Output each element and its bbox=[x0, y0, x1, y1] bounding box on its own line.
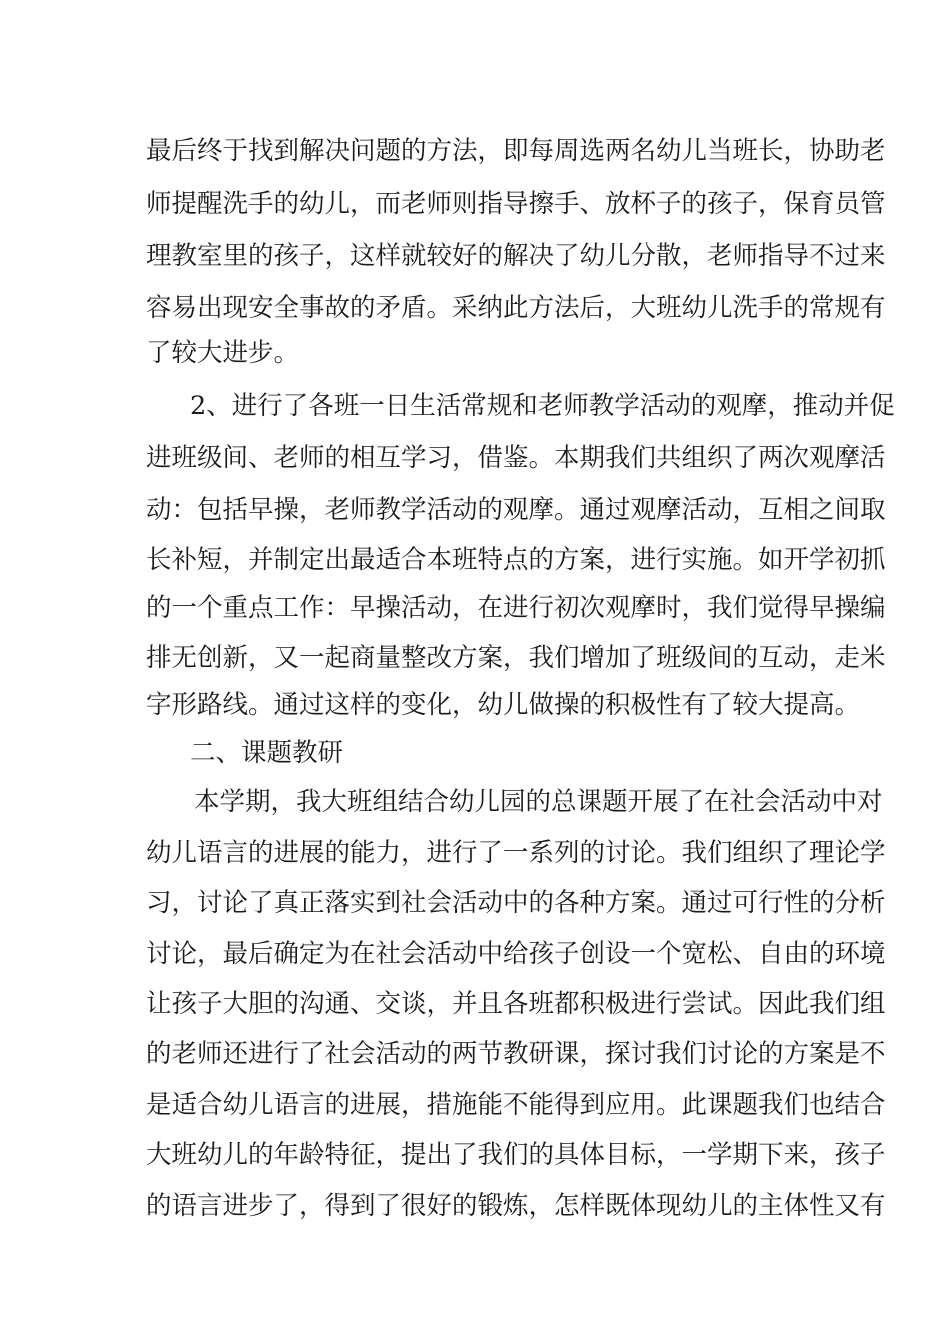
text-line: 动：包括早操，老师教学活动的观摩。通过观摩活动，互相之间取 bbox=[146, 495, 886, 525]
text-line: 的老师还进行了社会活动的两节教研课，探讨我们讨论的方案是不 bbox=[146, 1039, 886, 1069]
text-line: 理教室里的孩子，这样就较好的解决了幼儿分散，老师指导不过来 bbox=[146, 241, 886, 271]
text-line: 进班级间、老师的相互学习，借鉴。本期我们共组织了两次观摩活 bbox=[146, 443, 886, 473]
text-line: 了较大进步。 bbox=[146, 338, 300, 368]
text-line: 容易出现安全事故的矛盾。采纳此方法后，大班幼儿洗手的常规有 bbox=[146, 293, 886, 323]
text-line: 幼儿语言的进展的能力，进行了一系列的讨论。我们组织了理论学 bbox=[146, 838, 886, 868]
text-line: 的语言进步了，得到了很好的锻炼，怎样既体现幼儿的主体性又有 bbox=[146, 1191, 886, 1221]
text-line: 大班幼儿的年龄特征，提出了我们的具体目标，一学期下来，孩子 bbox=[146, 1140, 886, 1170]
text-line: 排无创新，又一起商量整改方案，我们增加了班级间的互动，走米 bbox=[146, 643, 886, 673]
text-line: 师提醒洗手的幼儿，而老师则指导擦手、放杯子的孩子，保育员管 bbox=[146, 189, 886, 219]
text-line: 2、进行了各班一日生活常规和老师教学活动的观摩，推动并促 bbox=[190, 391, 895, 421]
text-line: 字形路线。通过这样的变化，幼儿做操的积极性有了较大提高。 bbox=[146, 690, 861, 720]
section-heading: 二、课题教研 bbox=[190, 738, 344, 768]
text-line: 长补短，并制定出最适合本班特点的方案，进行实施。如开学初抓 bbox=[146, 545, 886, 575]
text-line: 是适合幼儿语言的进展，措施能不能得到应用。此课题我们也结合 bbox=[146, 1090, 886, 1120]
text-line: 讨论，最后确定为在社会活动中给孩子创设一个宽松、自由的环境 bbox=[146, 939, 886, 969]
text-line: 让孩子大胆的沟通、交谈，并且各班都积极进行尝试。因此我们组 bbox=[146, 989, 886, 1019]
text-line: 的一个重点工作：早操活动，在进行初次观摩时，我们觉得早操编 bbox=[146, 593, 886, 623]
text-line: 本学期，我大班组结合幼儿园的总课题开展了在社会活动中对 bbox=[194, 787, 883, 817]
text-line: 习，讨论了真正落实到社会活动中的各种方案。通过可行性的分析 bbox=[146, 888, 886, 918]
text-line: 最后终于找到解决问题的方法，即每周选两名幼儿当班长，协助老 bbox=[146, 136, 886, 166]
